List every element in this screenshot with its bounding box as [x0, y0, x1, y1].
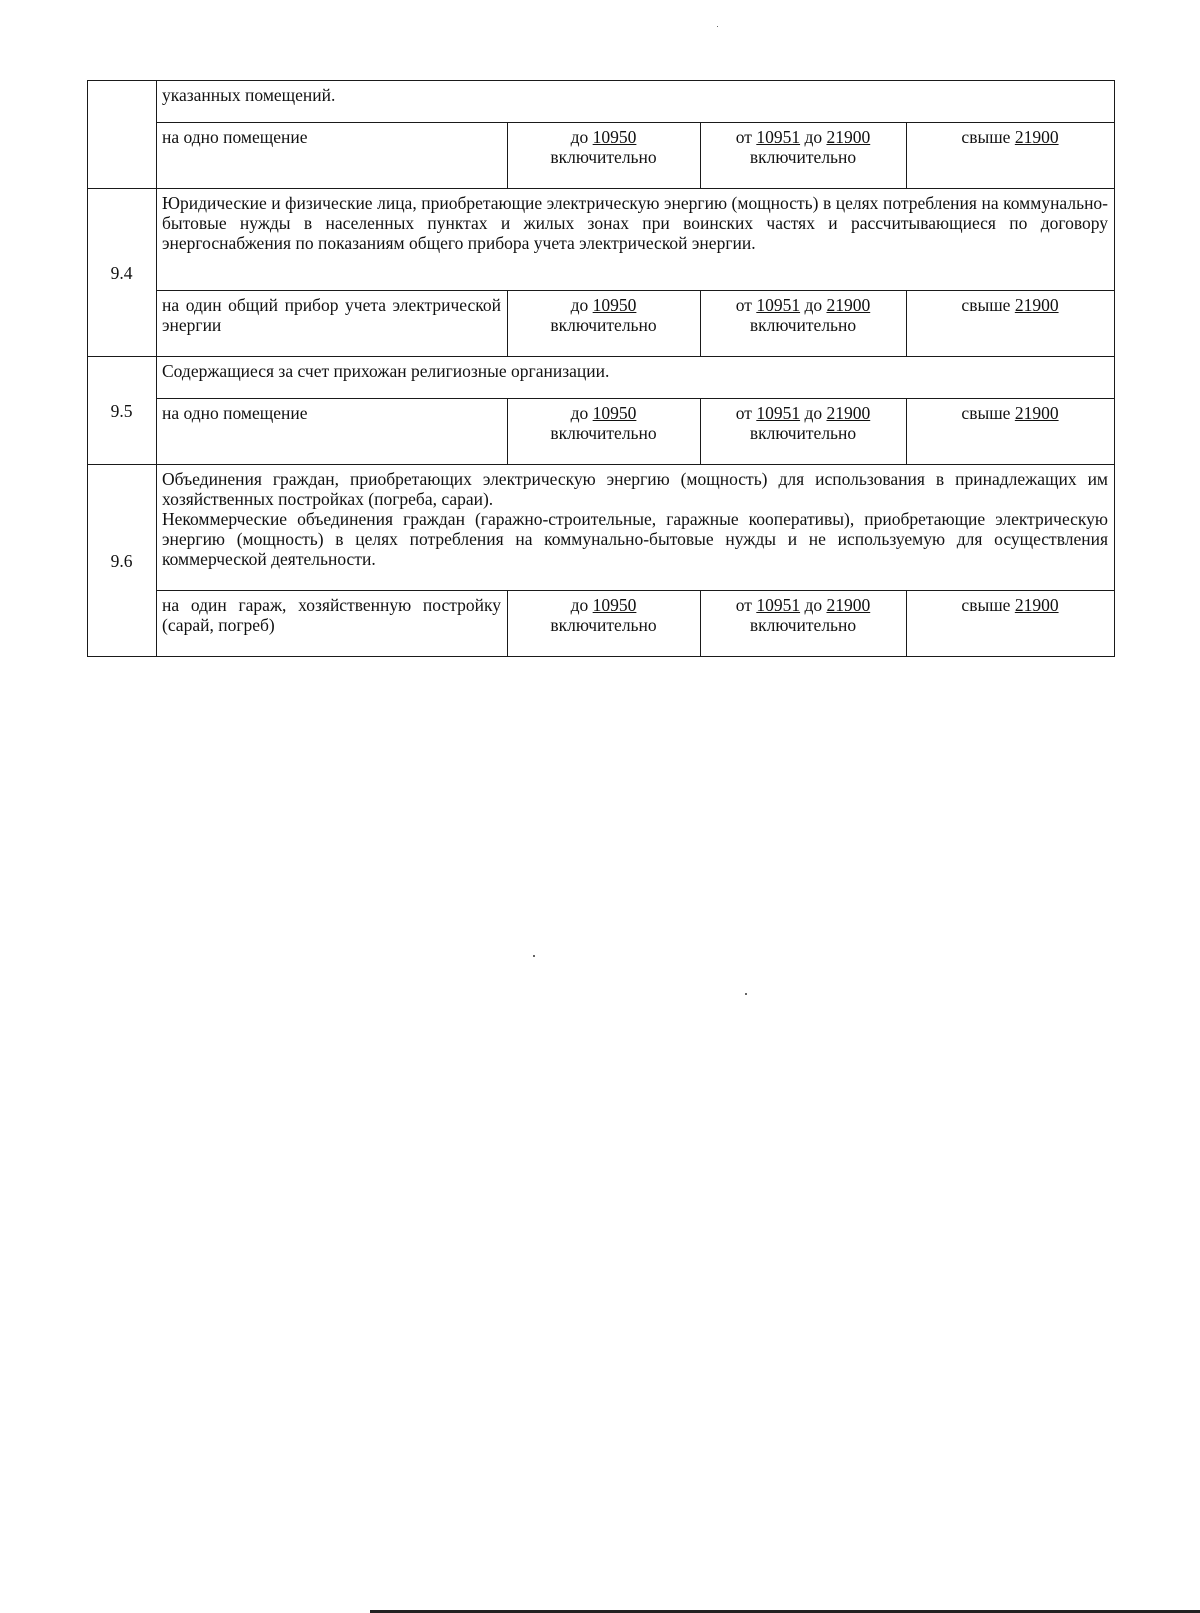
band-threshold-to: 21900 [826, 595, 871, 615]
band-suffix: включительно [749, 147, 857, 167]
band-mid-cell [701, 123, 907, 189]
scan-speck [745, 993, 747, 995]
category-description: Содержащиеся за счет прихожан религиозные организации. [157, 357, 1115, 399]
band-prefix: до [570, 595, 593, 615]
band-prefix: от [735, 295, 757, 315]
band-mid-text: до [800, 127, 827, 147]
band-prefix: до [570, 403, 593, 423]
band-mid-text: до [800, 595, 827, 615]
band-high-cell [907, 591, 1115, 657]
row-number-cell: 9.5 [88, 357, 157, 465]
band-threshold-from: 10951 [756, 127, 801, 147]
description-paragraph-2: Некоммерческие объединения граждан (гаражно-строительные, гаражные кооперативы), приобретающие электрическую энергию (мощность) в целях потребления на коммунально-бытовые нужды и не используемую для осуществления коммерческой деятельности. [162, 509, 1109, 569]
band-prefix: от [735, 403, 757, 423]
table-row [88, 465, 1115, 591]
band-suffix: включительно [550, 615, 657, 635]
table-row [88, 399, 1115, 465]
band-high-cell [907, 399, 1115, 465]
unit-cell: на одно помещение [157, 399, 508, 465]
category-description: Юридические и физические лица, приобретающие электрическую энергию (мощность) в целях потребления на коммунально-бытовые нужды в населенных пунктах и жилых зонах при воинских частях и рассчитывающиеся по договору энергоснабжения по показаниям общего прибора учета электрической энергии. [157, 189, 1115, 291]
band-threshold: 10950 [592, 595, 637, 615]
band-suffix: включительно [550, 423, 657, 443]
band-threshold-to: 21900 [826, 127, 871, 147]
band-suffix: включительно [550, 315, 657, 335]
band-high-cell [907, 123, 1115, 189]
band-threshold-from: 10951 [756, 295, 801, 315]
band-prefix: до [570, 295, 593, 315]
band-mid-text: до [800, 295, 827, 315]
table-row [88, 81, 1115, 123]
band-low-cell [508, 399, 701, 465]
table-row [88, 291, 1115, 357]
row-number-cell [88, 81, 157, 189]
band-low-cell [508, 591, 701, 657]
band-prefix: от [735, 595, 757, 615]
band-threshold: 21900 [1014, 127, 1059, 147]
band-high-cell [907, 291, 1115, 357]
band-suffix: включительно [749, 423, 857, 443]
band-threshold: 10950 [592, 403, 637, 423]
table-row [88, 591, 1115, 657]
description-paragraph-1: Объединения граждан, приобретающих электрическую энергию (мощность) для использования в принадлежащих им хозяйственных постройках (погреба, сараи). [162, 469, 1109, 509]
unit-cell: на одно помещение [157, 123, 508, 189]
band-prefix: свыше [961, 403, 1015, 423]
scan-speck [717, 26, 718, 27]
scan-speck [533, 955, 535, 957]
tariff-table [87, 80, 1115, 657]
band-mid-cell [701, 399, 907, 465]
band-suffix: включительно [749, 315, 857, 335]
band-mid-cell [701, 291, 907, 357]
band-threshold: 21900 [1014, 595, 1059, 615]
band-threshold: 10950 [592, 127, 637, 147]
band-threshold-from: 10951 [756, 595, 801, 615]
table-row [88, 357, 1115, 399]
band-mid-text: до [800, 403, 827, 423]
band-threshold-to: 21900 [826, 295, 871, 315]
band-threshold: 21900 [1014, 403, 1059, 423]
band-threshold-to: 21900 [826, 403, 871, 423]
band-threshold-from: 10951 [756, 403, 801, 423]
table-row [88, 123, 1115, 189]
band-prefix: от [735, 127, 757, 147]
band-prefix: свыше [961, 127, 1015, 147]
row-number-cell: 9.6 [88, 465, 157, 657]
band-mid-cell [701, 591, 907, 657]
row-number-cell: 9.4 [88, 189, 157, 357]
unit-cell: на один гараж, хозяйственную постройку (сарай, погреб) [157, 591, 508, 657]
unit-cell: на один общий прибор учета электрической энергии [157, 291, 508, 357]
category-description: указанных помещений. [157, 81, 1115, 123]
table-row [88, 189, 1115, 291]
band-low-cell [508, 123, 701, 189]
band-prefix: свыше [961, 595, 1015, 615]
band-low-cell [508, 291, 701, 357]
band-threshold: 10950 [592, 295, 637, 315]
band-suffix: включительно [749, 615, 857, 635]
band-prefix: до [570, 127, 593, 147]
band-prefix: свыше [961, 295, 1015, 315]
band-suffix: включительно [550, 147, 657, 167]
category-description [157, 465, 1115, 591]
band-threshold: 21900 [1014, 295, 1059, 315]
